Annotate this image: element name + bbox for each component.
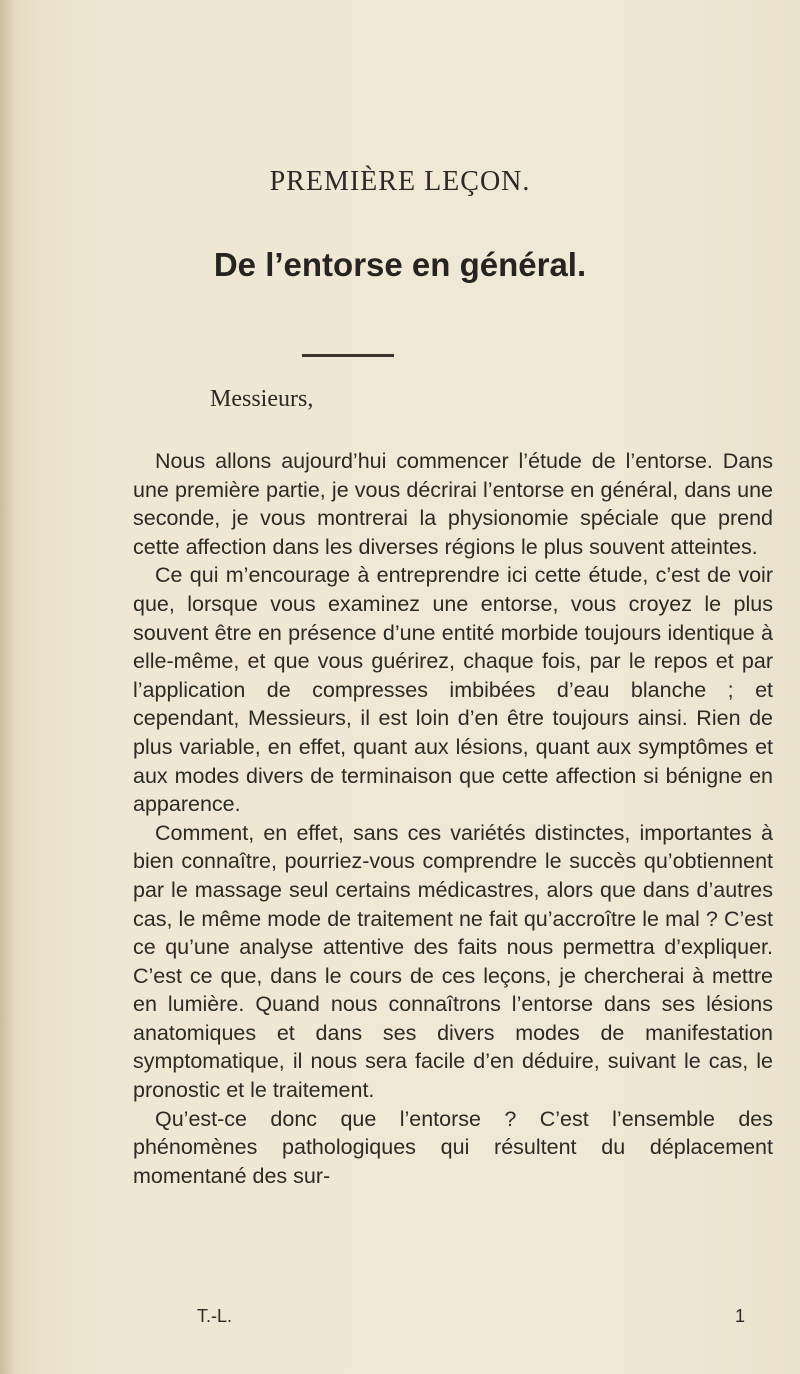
paragraph: Nous allons aujourd’hui commencer l’étude de l’entorse. Dans une première partie, je vous décrirai l’entorse en général, dans une seconde, je vous montrerai la physionomie spéciale que prend cette affection dans les diverses régions le plus souvent atteintes. (133, 449, 773, 559)
paragraph: Comment, en effet, sans ces variétés distinctes, importantes à bien connaître, pourriez-vous comprendre le succès qu’obtiennent par le massage seul certains médicastres, alors que dans d’autres cas, le même mode de traitement ne fait qu’accroître le mal ? C’est ce qu’une analyse attentive des faits nous permettra d’expliquer. C’est ce que, dans le cours de ces leçons, je chercherai à mettre en lumière. Quand nous connaîtrons l’entorse dans ses lésions anatomiques et dans ses divers modes de manifestation symptomatique, il nous sera facile d’en déduire, suivant le cas, le pronostic et le traitement. (133, 820, 773, 1103)
paragraph: Ce qui m’encourage à entreprendre ici cette étude, c’est de voir que, lorsque vous examinez une entorse, vous croyez le plus souvent être en présence d’une entité morbide toujours identique à elle-même, et que vous guérirez, chaque fois, par le repos et par l’application de compresses imbibées d’eau blanche ; et cependant, Messieurs, il est loin d’en être toujours ainsi. Rien de plus variable, en effet, quant aux lésions, quant aux symptômes et aux modes divers de terminaison que cette affection si bénigne en apparence. (133, 563, 773, 817)
paragraph: Qu’est-ce donc que l’entorse ? C’est l’ensemble des phénomènes pathologiques qui résultent du déplacement momentané des sur- (133, 1106, 773, 1188)
body-text (133, 447, 773, 1190)
page-number: 1 (734, 1306, 745, 1326)
binding-shadow (0, 0, 14, 1374)
chapter-title: De l’entorse en général. (213, 246, 587, 283)
signature-mark: T.-L. (197, 1306, 233, 1326)
title-divider (302, 354, 394, 357)
lesson-title: PREMIÈRE LEÇON. (269, 166, 531, 197)
salutation: Messieurs, (210, 386, 314, 412)
